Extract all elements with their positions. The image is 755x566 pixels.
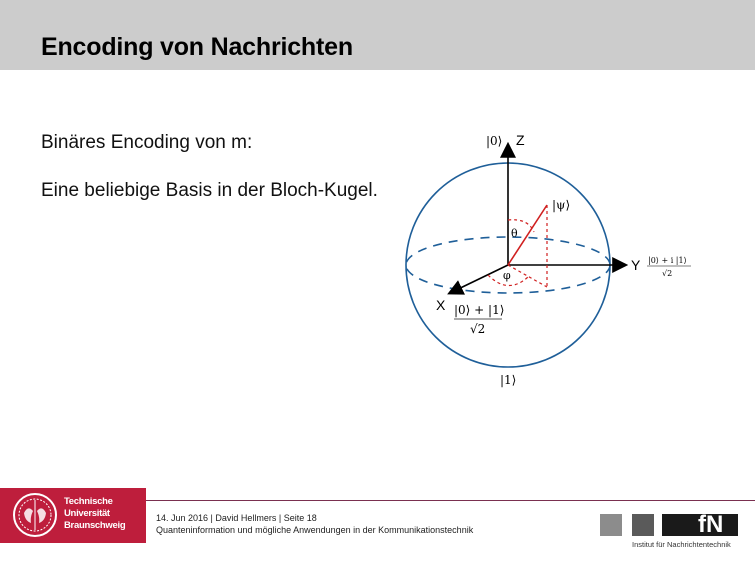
logo-square-mid [632,514,654,536]
y-state-numerator: |0⟩ + i |1⟩ [648,256,687,265]
psi-label: |ψ⟩ [552,198,571,212]
institute-logo-text: fN [698,511,724,538]
bloch-sphere-diagram [400,125,700,395]
university-name-line-3: Braunschweig [64,520,126,531]
y-axis-label: Y [631,257,641,273]
bullet-binary-encoding: Binäres Encoding von m: [41,132,253,153]
south-state-label: |1⟩ [500,373,517,387]
x-axis [450,265,508,293]
slide-title: Encoding von Nachrichten [41,33,353,61]
footer-info [156,512,473,536]
north-state-label: |0⟩ [486,134,503,148]
university-name-line-2: Universität [64,508,110,519]
bullet-bloch-basis: Eine beliebige Basis in der Bloch-Kugel. [41,180,378,201]
logo-square-light [600,514,622,536]
institute-caption: Institut für Nachrichtentechnik [632,540,731,549]
x-state-numerator: |0⟩ + |1⟩ [454,303,505,317]
z-axis-label: Z [516,132,525,148]
university-seal-icon [12,491,58,539]
y-state-denominator: √2 [662,269,673,278]
tu-braunschweig-logo [0,488,146,543]
university-name-line-1: Technische [64,496,113,507]
x-state-denominator: √2 [470,322,486,336]
footer-meta: 14. Jun 2016 | David Hellmers | Seite 18 [156,513,317,523]
phi-label: φ [503,269,511,282]
footer-divider [146,500,755,501]
theta-label: θ [511,227,518,240]
footer-subtitle: Quanteninformation und mögliche Anwendungen in der Kommunikationstechnik [156,525,474,535]
x-axis-label: X [436,297,446,313]
